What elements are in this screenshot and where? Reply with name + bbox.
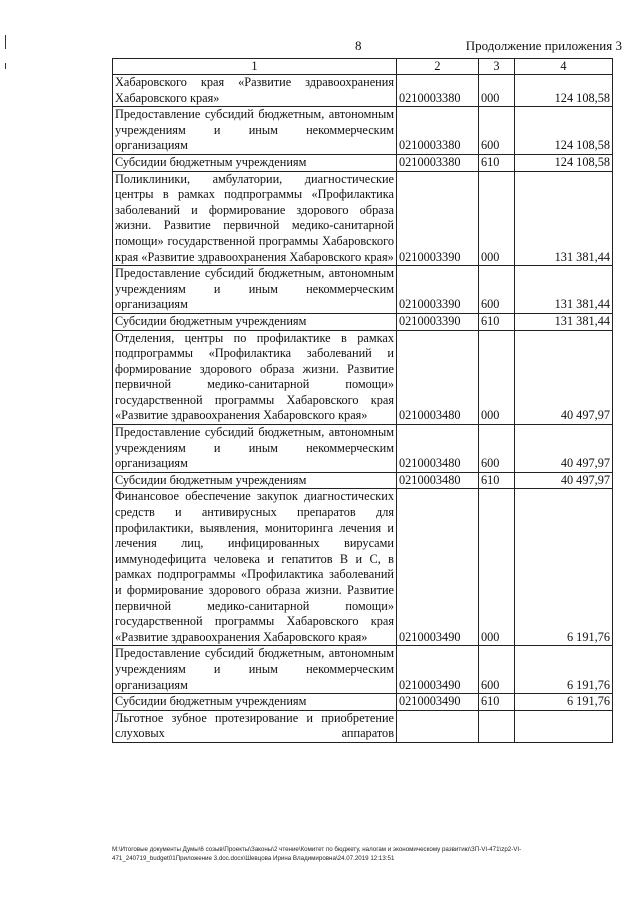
table-header-row	[113, 59, 613, 75]
expense-name-cell: Предоставление субсидий бюджетным, автономным учреждениям и иным некоммерческим организациям	[113, 107, 397, 155]
table-row	[113, 171, 613, 266]
table-row	[113, 313, 613, 330]
target-article-code-cell: 0210003480	[397, 472, 479, 489]
target-article-code-cell	[397, 710, 479, 742]
amount-cell: 40 497,97	[515, 425, 613, 473]
column-header: 3	[479, 59, 515, 75]
table-row	[113, 489, 613, 646]
expense-name-cell: Финансовое обеспечение закупок диагностических средств и антивирусных препаратов для профилактики, выявления, мониторинга лечения и лечения лиц, инфицированных вирусами иммунодефицита человека и гепатитов В и С, в рамках подпрограммы «Профилактика заболеваний и формирование здорового образа жизни. Развитие первичной медико-санитарной помощи» государственной программы Хабаровского края «Развитие здравоохранения Хабаровского края»	[113, 489, 397, 646]
expense-name-cell: Субсидии бюджетным учреждениям	[113, 154, 397, 171]
page-edge-mark	[5, 63, 6, 69]
target-article-code-cell: 0210003490	[397, 489, 479, 646]
document-file-path: M:\Итоговые документы Думы\6 созыв\Проекты\Законы\2 чтение\Комитет по бюджету, налогам и экономическому развитию\ЗП-VI-471\zp2-VI-471_240719_budget01Приложение 3.doc.docx\Шевцова Ирина Владимировна\24.07.2019 12:13:51	[112, 846, 522, 862]
amount-cell	[515, 710, 613, 742]
page-edge-mark	[5, 35, 6, 49]
expense-type-cell: 600	[479, 266, 515, 314]
amount-cell: 40 497,97	[515, 472, 613, 489]
table-row	[113, 694, 613, 711]
target-article-code-cell: 0210003390	[397, 266, 479, 314]
expense-type-cell: 000	[479, 330, 515, 425]
expense-type-cell: 610	[479, 154, 515, 171]
table-row	[113, 154, 613, 171]
table-row	[113, 472, 613, 489]
expense-name-cell: Субсидии бюджетным учреждениям	[113, 694, 397, 711]
expense-name-cell: Предоставление субсидий бюджетным, автономным учреждениям и иным некоммерческим организациям	[113, 425, 397, 473]
target-article-code-cell: 0210003380	[397, 154, 479, 171]
target-article-code-cell: 0210003480	[397, 330, 479, 425]
table-row	[113, 425, 613, 473]
expense-type-cell: 610	[479, 313, 515, 330]
table-row	[113, 710, 613, 742]
column-header: 1	[113, 59, 397, 75]
expense-type-cell: 610	[479, 694, 515, 711]
expense-type-cell: 600	[479, 646, 515, 694]
amount-cell: 131 381,44	[515, 266, 613, 314]
target-article-code-cell: 0210003490	[397, 694, 479, 711]
table-row	[113, 107, 613, 155]
amount-cell: 131 381,44	[515, 171, 613, 266]
expense-type-cell: 000	[479, 75, 515, 107]
expense-name-cell: Льготное зубное протезирование и приобретение слуховых аппаратов	[113, 710, 397, 742]
target-article-code-cell: 0210003490	[397, 646, 479, 694]
column-header: 4	[515, 59, 613, 75]
table-row	[113, 330, 613, 425]
amount-cell: 124 108,58	[515, 107, 613, 155]
expense-name-cell: Предоставление субсидий бюджетным, автономным учреждениям и иным некоммерческим организациям	[113, 266, 397, 314]
expense-name-cell: Поликлиники, амбулатории, диагностические центры в рамках подпрограммы «Профилактика заболеваний и формирование здорового образа жизни. Развитие первичной медико-санитарной помощи» государственной программы Хабаровского края «Развитие здравоохранения Хабаровского края»	[113, 171, 397, 266]
expense-type-cell: 000	[479, 489, 515, 646]
expense-name-cell: Хабаровского края «Развитие здравоохранения Хабаровского края»	[113, 75, 397, 107]
target-article-code-cell: 0210003390	[397, 171, 479, 266]
amount-cell: 40 497,97	[515, 330, 613, 425]
target-article-code-cell: 0210003380	[397, 75, 479, 107]
appendix-continuation-label: Продолжение приложения 3	[465, 38, 622, 53]
expense-name-cell: Субсидии бюджетным учреждениям	[113, 313, 397, 330]
expense-type-cell: 600	[479, 425, 515, 473]
target-article-code-cell: 0210003380	[397, 107, 479, 155]
amount-cell: 6 191,76	[515, 489, 613, 646]
expense-type-cell: 610	[479, 472, 515, 489]
target-article-code-cell: 0210003480	[397, 425, 479, 473]
expense-type-cell	[479, 710, 515, 742]
amount-cell: 6 191,76	[515, 646, 613, 694]
expense-name-cell: Предоставление субсидий бюджетным, автономным учреждениям и иным некоммерческим организациям	[113, 646, 397, 694]
table-row	[113, 75, 613, 107]
table-row	[113, 266, 613, 314]
expense-name-cell: Субсидии бюджетным учреждениям	[113, 472, 397, 489]
expense-name-cell: Отделения, центры по профилактике в рамках подпрограммы «Профилактика заболеваний и формирование здорового образа жизни. Развитие первичной медико-санитарной помощи» государственной программы Хабаровского края «Развитие здравоохранения Хабаровского края»	[113, 330, 397, 425]
amount-cell: 131 381,44	[515, 313, 613, 330]
amount-cell: 124 108,58	[515, 75, 613, 107]
table-row	[113, 646, 613, 694]
column-header: 2	[397, 59, 479, 75]
page-number: 8	[355, 38, 362, 53]
expense-type-cell: 000	[479, 171, 515, 266]
budget-table	[112, 58, 613, 743]
expense-type-cell: 600	[479, 107, 515, 155]
amount-cell: 124 108,58	[515, 154, 613, 171]
amount-cell: 6 191,76	[515, 694, 613, 711]
target-article-code-cell: 0210003390	[397, 313, 479, 330]
